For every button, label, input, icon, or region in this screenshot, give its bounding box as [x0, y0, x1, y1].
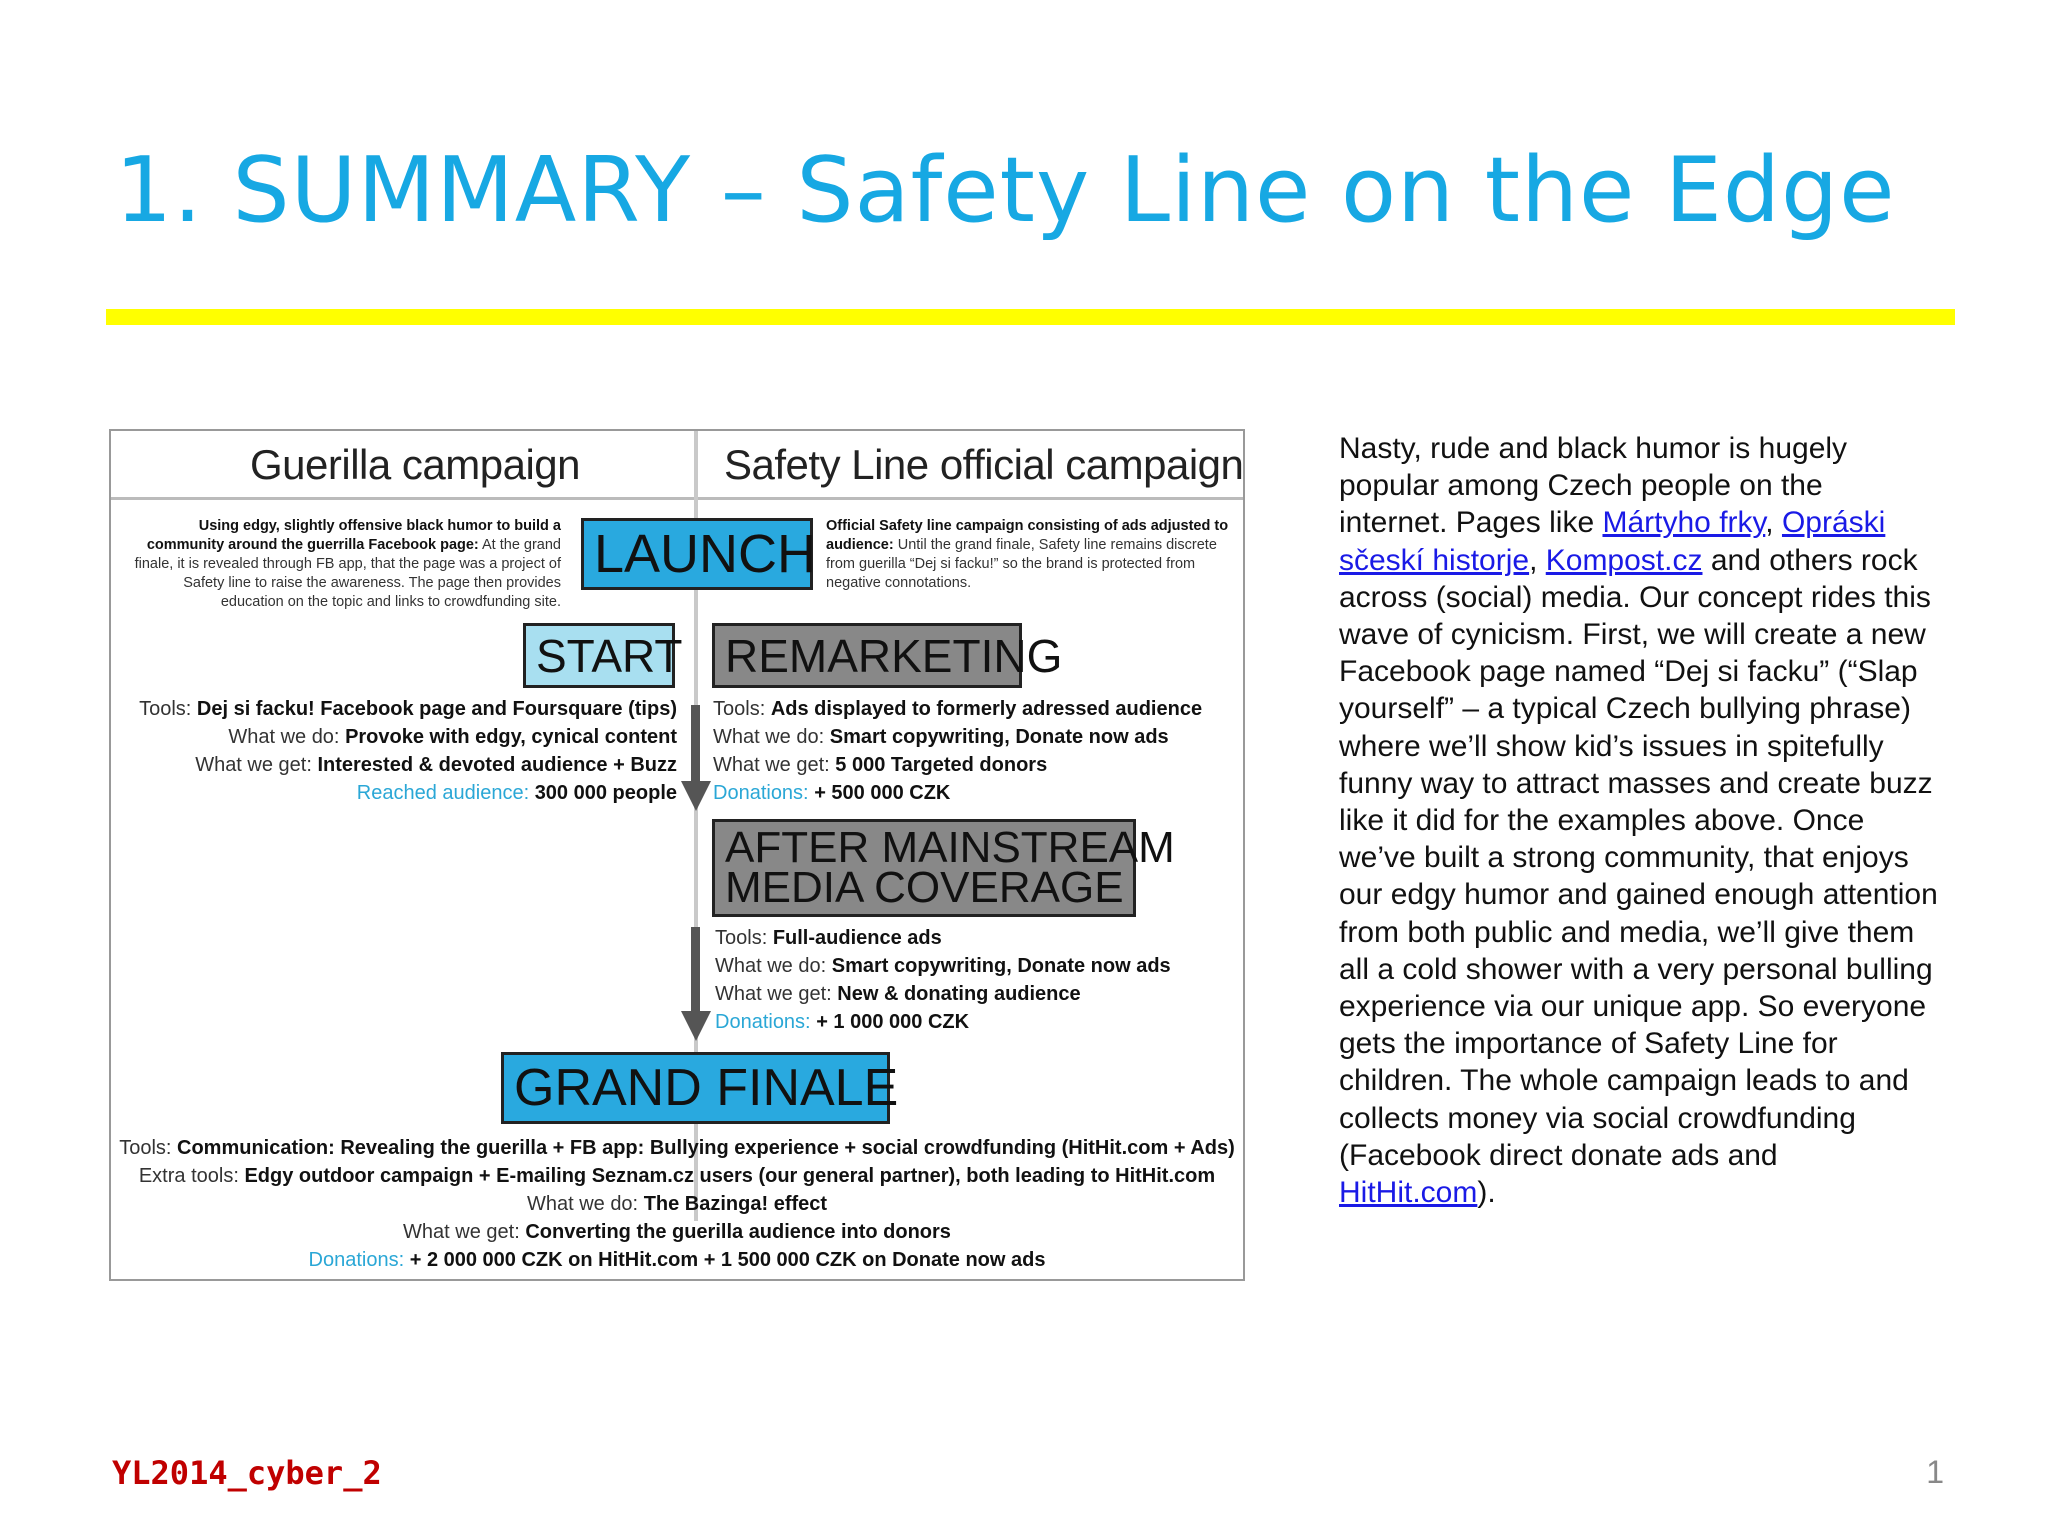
start-get-line: What we get: Interested & devoted audience + Buzz	[195, 754, 677, 776]
start-do-line: What we do: Provoke with edgy, cynical content	[228, 726, 677, 748]
after-do-line: What we do: Smart copywriting, Donate now ads	[715, 955, 1171, 977]
after-donations-line: Donations: + 1 000 000 CZK	[715, 1011, 970, 1033]
launch-official-text: Until the grand finale, Safety line remains discrete from guerilla “Dej si facku!” so the brand is protected from negative connotations.	[826, 537, 1217, 591]
finale-donations-line: Donations: + 2 000 000 CZK on HitHit.com + 1 500 000 CZK on Donate now ads	[308, 1249, 1046, 1271]
finale-get-line: What we get: Converting the guerilla audience into donors	[403, 1221, 951, 1243]
link-kompost[interactable]: Kompost.cz	[1545, 543, 1703, 577]
after-mainstream-label-line-1: AFTER MAINSTREAM	[725, 823, 1175, 872]
flow-arrow-head-1	[681, 781, 711, 811]
summary-paragraph: Nasty, rude and black humor is hugely popular among Czech people on the internet. Pages like Mártyho frky, Opráski sčeskí historje, Kompost.cz and others rock across (social) media. Our concept rides this wave of cynicism. First, we will create a new Facebook page named “Dej si facku” (“Slap yourself” – a typical Czech bullying phrase) where we’ll show kid’s issues in spitefully funny way to attract masses and create buzz like it did for the examples above. Once we’ve built a strong community, that enjoys our edgy humor and gained enough attention from both public and media, we’ll give them all a cold shower with a very personal bulling experience via our unique app. So everyone gets the importance of Safety Line for children. The whole campaign leads to and collects money via social crowdfunding (Facebook direct donate ads and HitHit.com).	[1339, 432, 1938, 1210]
grand-finale-box: GRAND FINALE	[501, 1052, 890, 1124]
flow-arrow-head-2	[681, 1011, 711, 1041]
start-info	[119, 695, 677, 807]
finale-tools-line: Tools: Communication: Revealing the guerilla + FB app: Bullying experience + social crowdfunding (HitHit.com + Ads)	[119, 1137, 1235, 1159]
footer-document-id: YL2014_cyber_2	[112, 1454, 382, 1492]
start-box: START	[523, 623, 675, 688]
page-number: 1	[1926, 1454, 1944, 1490]
start-reach-line: Reached audience: 300 000 people	[356, 782, 677, 804]
campaign-diagram	[109, 429, 1245, 1281]
slide-title: 1. SUMMARY – Safety Line on the Edge	[115, 138, 1896, 243]
link-martyho-frky[interactable]: Mártyho frky	[1602, 506, 1766, 540]
launch-official-bold: Official Safety line campaign consisting of ads adjusted to audience:	[826, 518, 1229, 553]
after-mainstream-info	[715, 924, 1235, 1036]
header-divider	[111, 497, 1243, 500]
link-opraski-sceski-historje[interactable]: Opráski sčeskí historje	[1339, 506, 1886, 577]
launch-guerilla-bold: Using edgy, slightly offensive black humor to build a community around the guerrilla Facebook page:	[146, 518, 561, 553]
after-tools-line: Tools: Full-audience ads	[715, 927, 942, 949]
remarketing-get-line: What we get: 5 000 Targeted donors	[713, 754, 1048, 776]
guerilla-header: Guerilla campaign	[250, 441, 581, 488]
flow-arrow-shaft-2	[691, 927, 700, 1017]
start-tools-line: Tools: Dej si facku! Facebook page and Foursquare (tips)	[139, 698, 677, 720]
finale-extra-line: Extra tools: Edgy outdoor campaign + E-mailing Seznam.cz users (our general partner), both leading to HitHit.com	[138, 1165, 1216, 1187]
after-get-line: What we get: New & donating audience	[715, 983, 1081, 1005]
title-underline	[106, 309, 1955, 325]
grand-finale-info	[115, 1134, 1239, 1274]
launch-official-description	[826, 517, 1236, 593]
launch-box: LAUNCH	[581, 518, 813, 590]
remarketing-info	[713, 695, 1233, 807]
remarketing-do-line: What we do: Smart copywriting, Donate now ads	[713, 726, 1169, 748]
launch-guerilla-description	[119, 517, 561, 612]
finale-do-line: What we do: The Bazinga! effect	[526, 1193, 828, 1215]
launch-guerilla-text: At the grand finale, it is revealed through FB app, that the page was a project of Safety line to raise the awareness. The page then provides education on the topic and links to crowdfunding site.	[134, 537, 561, 610]
after-mainstream-label-line-2: MEDIA COVERAGE	[725, 863, 1124, 912]
flow-arrow-shaft-1	[691, 705, 700, 787]
official-header: Safety Line official campaign	[724, 441, 1244, 488]
remarketing-donations-line: Donations: + 500 000 CZK	[713, 782, 951, 804]
after-mainstream-box	[712, 819, 1175, 917]
link-hithit[interactable]: HitHit.com	[1339, 1176, 1478, 1210]
remarketing-box: REMARKETING	[712, 623, 1022, 688]
remarketing-tools-line: Tools: Ads displayed to formerly adressed audience	[713, 698, 1203, 720]
